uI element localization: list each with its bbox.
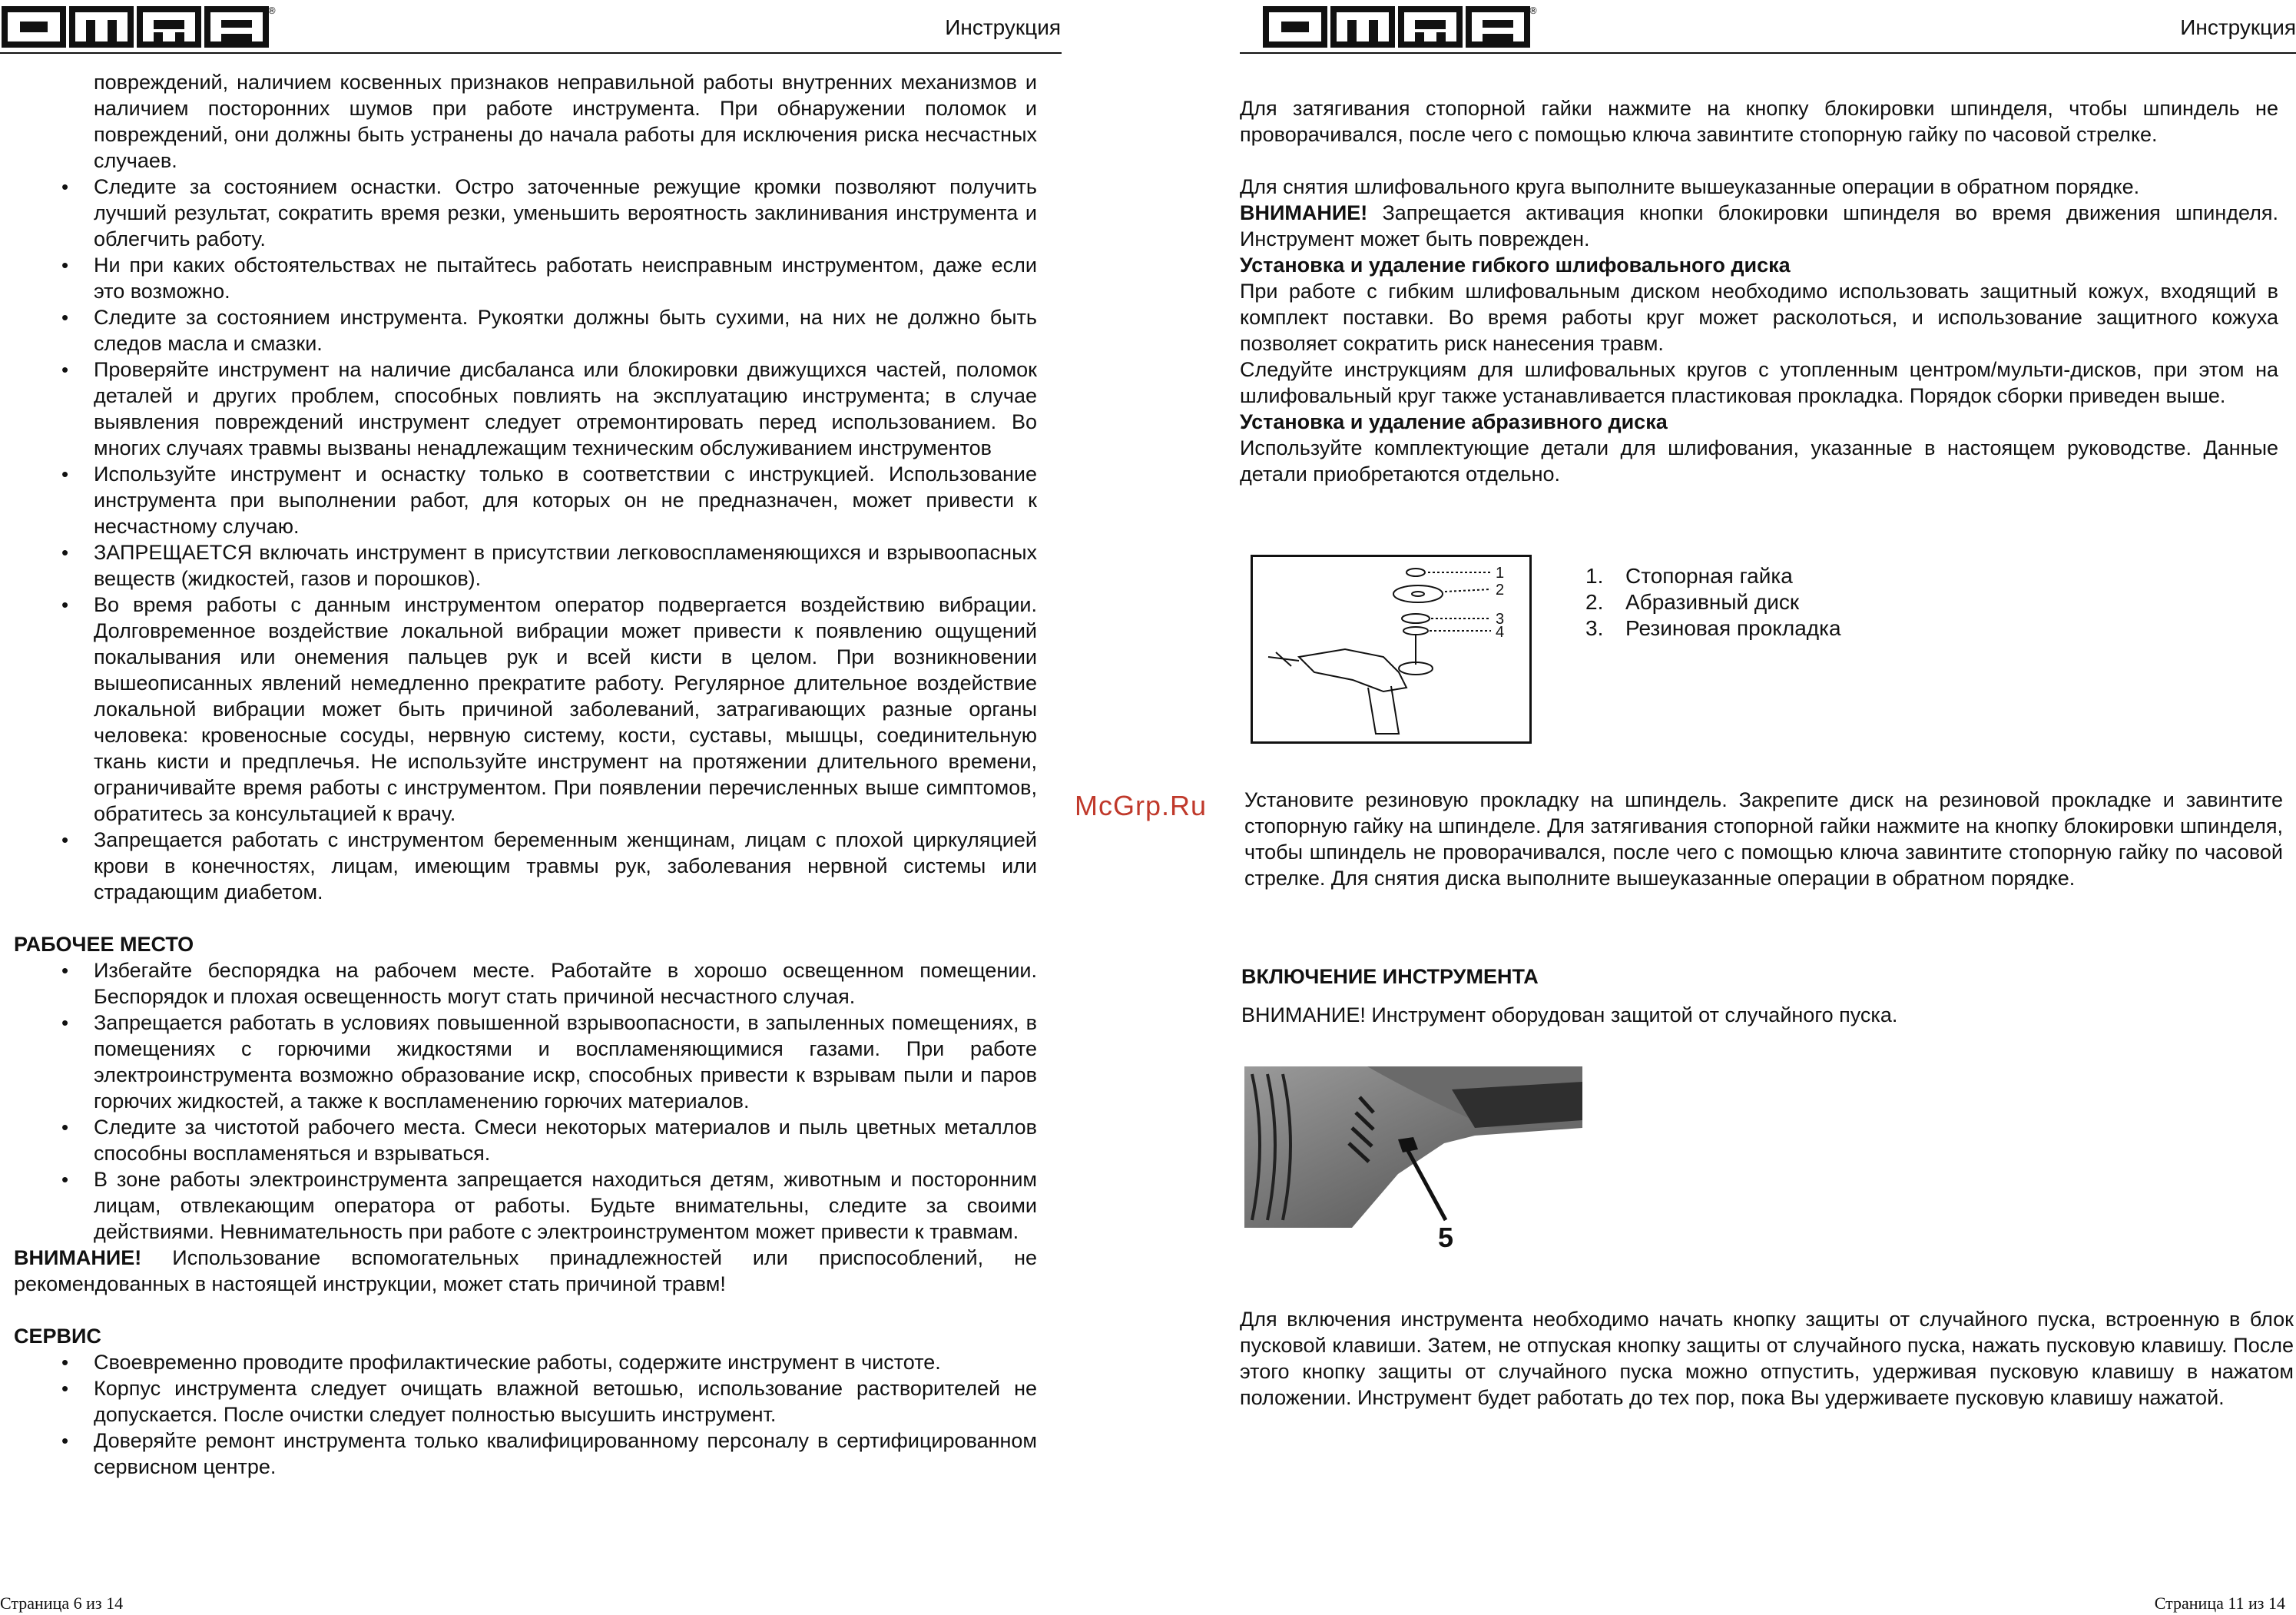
workplace-warning <box>14 1245 1037 1297</box>
item-number: 2. <box>1585 590 1604 614</box>
workplace-list <box>14 957 1037 1245</box>
removal-paragraph: Для снятия шлифовального круга выполните вышеуказанные операции в обратном порядке. <box>1240 175 2140 198</box>
exploded-view-figure <box>1251 555 1532 744</box>
abrasive-disc-part <box>1393 585 1443 602</box>
omax-logo-graphic <box>1261 3 1538 51</box>
grinder-body <box>1299 649 1406 691</box>
page-footer: Страница 11 из 14 <box>2154 1593 2285 1613</box>
header-title: Инструкция <box>2180 15 2296 39</box>
power-section <box>1241 963 2280 1028</box>
abrasive-disc-heading: Установка и удаление абразивного диска <box>1240 410 1668 433</box>
install-section <box>1244 787 2283 891</box>
list-item: • Запрещается работать в условиях повышенной взрывоопасности, в запыленных помещениях, в помещениях с горючими жидкостями и воспламеняющимися газами. При работе электроинструмента возможно образование искр, способных привести к взрывам пыли и паров горючих жидкостей, а также к воспламенению горючих материалов. <box>14 1010 1037 1114</box>
flex-disc-text-2: Следуйте инструкциям для шлифовальных кругов с утопленным центром/мульти-дисков, при этом на шлифовальный круг также устанавливается пластиковая прокладка. Порядок сборки приведен выше. <box>1240 358 2278 407</box>
list-item: • Ни при каких обстоятельствах не пытайтесь работать неисправным инструментом, даже если это возможно. <box>14 252 1037 304</box>
header-divider <box>1240 52 2296 54</box>
left-body <box>14 69 1037 1480</box>
warning-text: Использование вспомогательных принадлежностей или приспособлений, не рекомендованных в настоящей инструкции, может стать причиной травм! <box>14 1246 1037 1295</box>
list-item: • Используйте инструмент и оснастку только в соответствии с инструкцией. Использование инструмента при выполнении работ, для которых он не предназначен, может привести к несчастному случаю. <box>14 461 1037 539</box>
item-number: 3. <box>1585 616 1604 640</box>
spindle-warning <box>1240 200 2278 252</box>
parts-list-item <box>1585 589 1985 615</box>
list-item: • Следите за состоянием оснастки. Остро заточенные режущие кромки позволяют получить лучший результат, сократить время резки, уменьшить вероятность заклинивания инструмента и облегчить работу. <box>14 174 1037 252</box>
part-label-4: 4 <box>1496 624 1505 641</box>
power-warning: ВНИМАНИЕ! Инструмент оборудован защитой от случайного пуска. <box>1241 1003 1898 1026</box>
abrasive-disc-text: Используйте комплектующие детали для шлифования, указанные в настоящем руководстве. Данные детали приобретаются отдельно. <box>1240 436 2278 486</box>
power-instructions <box>1240 1306 2294 1411</box>
header-title: Инструкция <box>945 15 1061 39</box>
photo-label-5: 5 <box>1438 1222 1454 1251</box>
list-item: • ЗАПРЕЩАЕТСЯ включать инструмент в присутствии легковоспламеняющихся и взрывоопасных веществ (жидкостей, газов и порошков). <box>14 539 1037 592</box>
part-label-3: 3 <box>1496 611 1505 628</box>
watermark: McGrp.Ru <box>1075 790 1208 821</box>
list-item: • Своевременно проводите профилактические работы, содержите инструмент в чистоте. <box>14 1349 1037 1375</box>
list-item: • Проверяйте инструмент на наличие дисбаланса или блокировки движущихся частей, поломок деталей и других проблем, способных повлиять на эксплуатацию инструмента; в случае выявления повреждений инструмент следует отремонтировать перед использованием. Во многих случаях травмы вызваны ненадлежащим техническим обслуживанием инструментов <box>14 356 1037 461</box>
locknut-paragraph: Для затягивания стопорной гайки нажмите на кнопку блокировки шпинделя, чтобы шпиндель не проворачивался, после чего с помощью ключа завинтите стопорную гайку по часовой стрелке. <box>1240 97 2278 146</box>
svg-text:®: ® <box>1529 5 1538 16</box>
warning-text: Запрещается активация кнопки блокировки шпинделя во время движения шпинделя. Инструмент может быть поврежден. <box>1240 201 2278 250</box>
service-heading: СЕРВИС <box>14 1325 101 1348</box>
locknut-part <box>1406 569 1425 576</box>
lead-paragraph: повреждений, наличием косвенных признаков неправильной работы внутренних механизмов и наличием посторонних шумов при работе инструмента. При обнаружении поломок и повреждений, они должны быть устранены до начала работы для исключения риска несчастных случаев. <box>94 71 1037 172</box>
rubber-pad-part <box>1402 614 1430 623</box>
item-label: Стопорная гайка <box>1625 564 1793 588</box>
right-body-top <box>1240 95 2278 487</box>
part-label-1: 1 <box>1496 565 1505 582</box>
list-item: • Следите за чистотой рабочего места. Смеси некоторых материалов и пыль цветных металлов способны воспламеняться и взрываться. <box>14 1114 1037 1166</box>
page-footer: Страница 6 из 14 <box>0 1593 124 1613</box>
grinder-trigger-image <box>1244 1066 1582 1251</box>
list-item: • Во время работы с данным инструментом оператор подвергается воздействию вибрации. Долговременное воздействие локальной вибрации может привести к появлению ощущений покалывания или онемения пальцев рук и всей кисти в целом. При возникновении вышеописанных явлений немедленно прекратите работу. Регулярное длительное воздействие локальной вибрации может быть причиной заболеваний, затрагивающих разные органы человека: кровеносные сосуды, нервную систему, кости, суставы, мышцы, соединительную ткань кисти и предплечья. Не используйте инструмент на протяжении длительного времени, ограничивайте время работы с инструментом. При появлении перечисленных выше симптомов, обратитесь за консультацией к врачу. <box>14 592 1037 827</box>
workplace-heading: РАБОЧЕЕ МЕСТО <box>14 933 194 956</box>
list-item: • Корпус инструмента следует очищать влажной ветошью, использование растворителей не допускается. После очистки следует полностью высушить инструмент. <box>14 1375 1037 1428</box>
trigger-photo <box>1244 1066 1582 1251</box>
service-list <box>14 1349 1037 1480</box>
list-item: • Доверяйте ремонт инструмента только квалифицированному персоналу в сертифицированном сервисном центре. <box>14 1428 1037 1480</box>
install-paragraph: Установите резиновую прокладку на шпиндель. Закрепите диск на резиновой прокладке и завинтите стопорную гайку на шпинделе. Для затягивания стопорной гайки нажмите на кнопку блокировки шпинделя, чтобы шпиндель не проворачивался, после чего с помощью ключа завинтите стопорную гайку по часовой стрелке. Для снятия диска выполните вышеуказанные операции в обратном порядке. <box>1244 788 2283 890</box>
power-heading: ВКЛЮЧЕНИЕ ИНСТРУМЕНТА <box>1241 965 1539 988</box>
flex-disc-text-1: При работе с гибким шлифовальным диском необходимо использовать защитный кожух, входящий в комплект поставки. Во время работы круг может расколоться, и использование защитного кожуха позволяет сократить риск нанесения травм. <box>1240 280 2278 355</box>
left-page <box>0 0 1075 1615</box>
header-divider <box>0 52 1062 54</box>
parts-list-item <box>1585 563 1985 589</box>
omax-logo-graphic <box>0 3 277 51</box>
grinder-handle <box>1368 686 1399 734</box>
item-label: Резиновая прокладка <box>1625 616 1841 640</box>
warning-label: ВНИМАНИЕ! <box>1240 201 1368 224</box>
list-item: • Следите за состоянием инструмента. Рукоятки должны быть сухими, на них не должно быть следов масла и смазки. <box>14 304 1037 356</box>
warning-label: ВНИМАНИЕ! <box>14 1246 142 1269</box>
svg-text:®: ® <box>267 5 277 16</box>
part-label-2: 2 <box>1496 582 1505 599</box>
item-number: 1. <box>1585 564 1604 588</box>
safety-list <box>14 174 1037 905</box>
brand-logo <box>0 3 277 51</box>
list-item: • Запрещается работать с инструментом беременным женщинам, лицам с плохой циркуляцией крови в конечностях, лицам, имеющим травмы рук, заболевания нервной системы или страдающим диабетом. <box>14 827 1037 905</box>
list-item: • В зоне работы электроинструмента запрещается находиться детям, животным и посторонним лицам, отвлекающим оператора от работы. Будьте внимательны, следите за своими действиями. Невнимательность при работе с электроинструментом может привести к травмам. <box>14 1166 1037 1245</box>
right-page <box>1229 0 2296 1615</box>
brand-logo <box>1261 3 1538 51</box>
parts-list-item <box>1585 615 1985 642</box>
item-label: Абразивный диск <box>1625 590 1800 614</box>
flex-disc-heading: Установка и удаление гибкого шлифовального диска <box>1240 254 1791 277</box>
list-item: • Избегайте беспорядка на рабочем месте. Работайте в хорошо освещенном помещении. Беспорядок и плохая освещенность могут стать причиной несчастного случая. <box>14 957 1037 1010</box>
parts-list <box>1585 563 1985 642</box>
power-paragraph: Для включения инструмента необходимо начать кнопку защиты от случайного пуска, встроенную в блок пусковой клавиши. Затем, не отпуская кнопку защиты от случайного пуска, нажать пусковую клавишу. После этого кнопку защиты от случайного пуска можно отпустить, удерживая пусковую клавишу в нажатом положении. Инструмент будет работать до тех пор, пока Вы удерживаете пусковую клавишу нажатой. <box>1240 1308 2294 1409</box>
grinder-parts-diagram <box>1253 557 1529 741</box>
